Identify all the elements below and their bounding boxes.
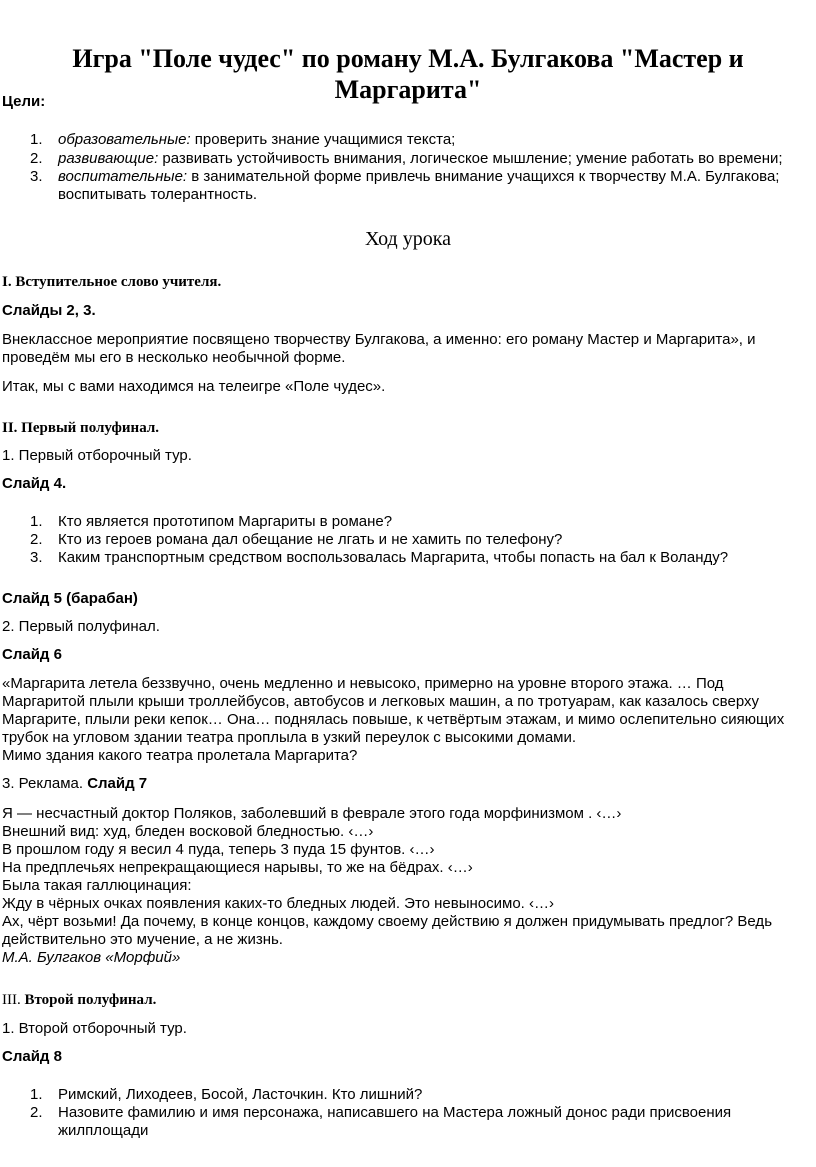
goal-1-label: образовательные: [58, 131, 191, 148]
advertisement-item [2, 775, 147, 793]
morphine-line-2: Внешний вид: худ, бледен восковой бледностью. ‹…› [2, 823, 374, 840]
morphine-line-3: В прошлом году я весил 4 пуда, теперь 3 пуда 15 фунтов. ‹…› [2, 841, 435, 858]
question-s3-1: Римский, Лиходеев, Босой, Ласточкин. Кто лишний? [58, 1086, 423, 1103]
quote-line-2: Маргаритой плыли крыши троллейбусов, автобусов и легковых машин, а по тротуарам, как казалось сверху [2, 693, 760, 710]
morphine-line-7: Ах, чёрт возьми! Да почему, в конце концов, каждому своему действию я должен придумывать предлог? Ведь [2, 913, 773, 930]
slide-8-label: Слайд 8 [2, 1048, 62, 1065]
advertisement-prefix: 3. Реклама. [2, 775, 88, 792]
goal-3-text: в занимательной форме привлечь внимание учащихся к творчеству М.А. Булгакова; [187, 168, 780, 185]
intro-paragraph-line-1: Внеклассное мероприятие посвящено творчеству Булгакова, а именно: его роману Мастер и Маргарита», и [2, 331, 756, 348]
question-s3-2-number: 2. [30, 1104, 43, 1121]
morphine-line-8: действительно это мучение, а не жизнь. [2, 931, 283, 948]
quote-question: Мимо здания какого театра пролетала Маргарита? [2, 747, 358, 764]
goal-3-label: воспитательные: [58, 168, 188, 185]
document-title: Игра "Поле чудес" по роману М.А. Булгакова "Мастер и Маргарита" [72, 44, 744, 105]
morphine-line-4: На предплечьях непрекращающиеся нарывы, то же на бёдрах. ‹…› [2, 859, 473, 876]
goals-label: Цели: [2, 93, 46, 110]
lesson-heading: Ход урока [364, 228, 452, 250]
goal-2-text: развивать устойчивость внимания, логическое мышление; умение работать во времени; [158, 150, 783, 167]
question-s3-1-number: 1. [30, 1086, 43, 1103]
goal-3-continuation: воспитывать толерантность. [58, 186, 258, 203]
question-s3-2: Назовите фамилию и имя персонажа, написавшего на Мастера ложный донос ради присвоения [58, 1104, 732, 1121]
slide-5-label: Слайд 5 (барабан) [2, 590, 138, 607]
section-3-heading [2, 992, 156, 1009]
goal-3-number: 3. [30, 168, 43, 185]
second-qualifying-round: 1. Второй отборочный тур. [2, 1020, 187, 1037]
section-2-heading: II. Первый полуфинал. [2, 420, 159, 436]
quote-source: М.А. Булгаков «Морфий» [2, 949, 181, 966]
morphine-line-6: Жду в чёрных очках появления каких-то бледных людей. Это невыносимо. ‹…› [2, 895, 555, 912]
intro-paragraph-2: Итак, мы с вами находимся на телеигре «Поле чудес». [2, 378, 386, 395]
morphine-line-1: Я — несчастный доктор Поляков, заболевший в феврале этого года морфинизмом . ‹…› [2, 805, 622, 822]
question-1: Кто является прототипом Маргариты в романе? [58, 513, 393, 530]
question-2-number: 2. [30, 531, 43, 548]
question-1-number: 1. [30, 513, 43, 530]
slide-4-label: Слайд 4. [2, 475, 67, 492]
quote-line-3: Маргарите, плыли реки кепок… Она… поднялась повыше, к четвёртым этажам, и мимо ослепительно сияющих [2, 711, 785, 728]
section-3-title: Второй полуфинал. [20, 992, 157, 1008]
goal-2-number: 2. [30, 150, 43, 167]
first-qualifying-round: 1. Первый отборочный тур. [2, 447, 192, 464]
question-s3-2-continuation: жилплощади [58, 1122, 149, 1139]
quote-line-4: трубок на угловом здании театра проплыла в узкий переулок с высокими домами. [2, 729, 577, 746]
question-3: Каким транспортным средством воспользовалась Маргарита, чтобы попасть на бал к Воланду? [58, 549, 729, 566]
slide-6-label: Слайд 6 [2, 646, 62, 663]
goal-1-number: 1. [30, 131, 43, 148]
slide-7-label: Слайд 7 [87, 775, 148, 792]
goal-2-label: развивающие: [58, 150, 159, 167]
goal-1-text: проверить знание учащимися текста; [190, 131, 456, 148]
slides-2-3-label: Слайды 2, 3. [2, 302, 96, 319]
question-2: Кто из героев романа дал обещание не лгать и не хамить по телефону? [58, 531, 563, 548]
goal-1 [58, 131, 455, 149]
morphine-line-5: Была такая галлюцинация: [2, 877, 192, 894]
goal-3 [58, 168, 779, 186]
section-3-roman: III. [2, 992, 21, 1008]
goal-2 [58, 150, 783, 168]
question-3-number: 3. [30, 549, 43, 566]
first-semifinal-item: 2. Первый полуфинал. [2, 618, 160, 635]
intro-paragraph-line-2: проведём мы его в несколько необычной форме. [2, 349, 346, 366]
section-1-heading: I. Вступительное слово учителя. [2, 274, 222, 290]
quote-line-1: «Маргарита летела беззвучно, очень медленно и невысоко, примерно на уровне второго этажа. … Под [2, 675, 724, 692]
